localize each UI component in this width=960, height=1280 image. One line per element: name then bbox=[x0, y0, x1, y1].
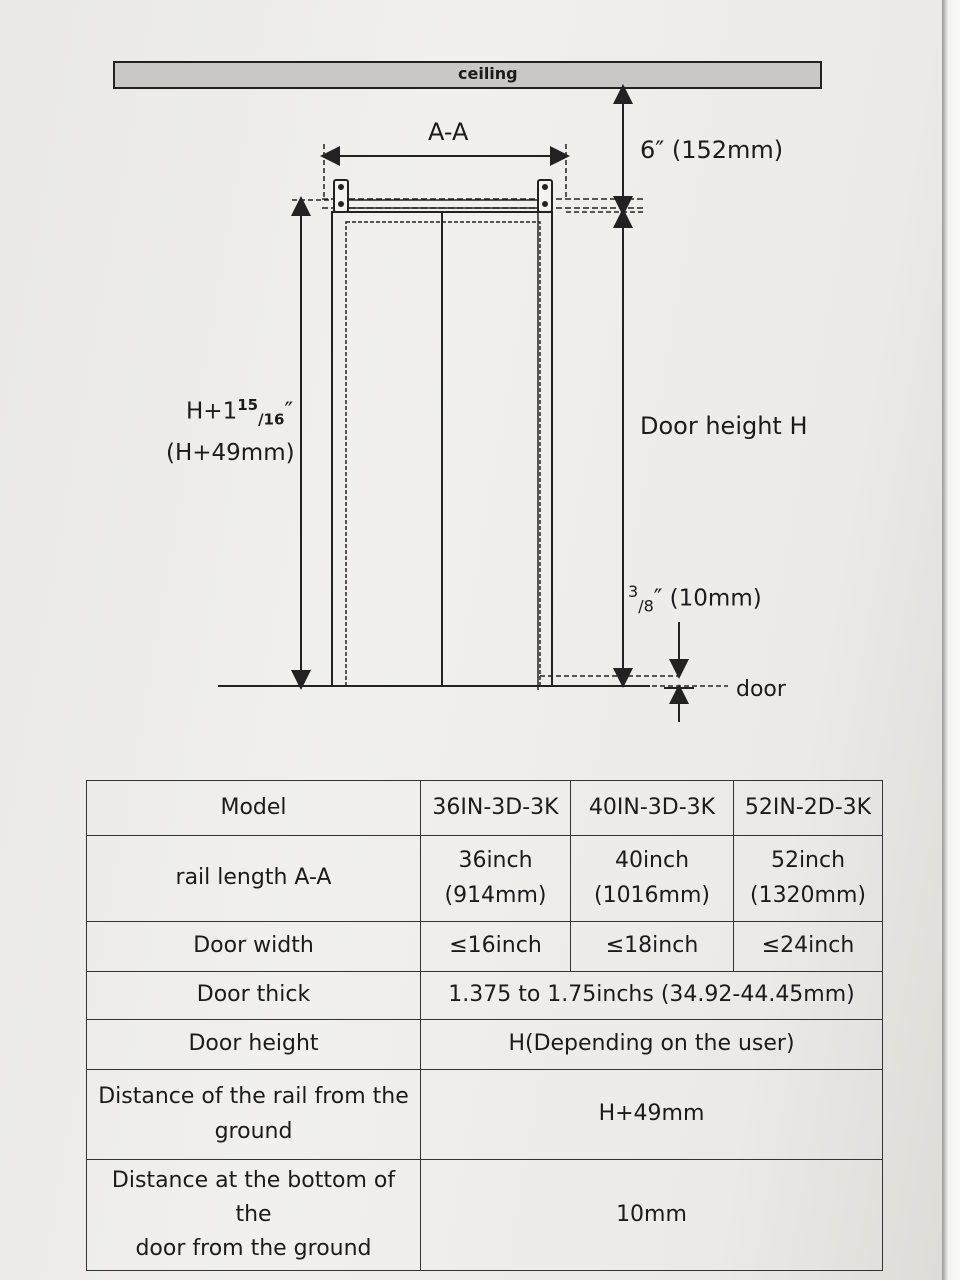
rail-distance-label bbox=[87, 1070, 421, 1160]
door-height-label: Door height H bbox=[640, 412, 808, 440]
table-row-door-height bbox=[87, 1020, 883, 1070]
table-row-rail-distance bbox=[87, 1070, 883, 1160]
rail-length-40in bbox=[571, 836, 734, 922]
floor-gap-label bbox=[628, 582, 762, 615]
table-header-row bbox=[87, 781, 883, 836]
bottom-distance-label bbox=[87, 1160, 421, 1271]
rail bbox=[322, 199, 645, 208]
section-label: A-A bbox=[428, 118, 469, 146]
total-height-mm-label: (H+49mm) bbox=[166, 440, 295, 466]
rail-distance-value: H+49mm bbox=[421, 1070, 883, 1160]
table-row-door-thick bbox=[87, 972, 883, 1020]
door-width-label: Door width bbox=[87, 922, 421, 972]
rail-length-40in-inch: 40inch bbox=[614, 848, 690, 874]
header-40in: 40IN-3D-3K bbox=[571, 781, 734, 836]
rail-length-40in-mm: (1016mm) bbox=[593, 882, 710, 908]
table-row-rail-length bbox=[87, 836, 883, 922]
ceiling-gap-label: 6″ (152mm) bbox=[640, 136, 784, 164]
door-height-value: H(Depending on the user) bbox=[421, 1020, 883, 1070]
bottom-distance-label-line1: Distance at the bottom of the bbox=[111, 1168, 396, 1228]
bottom-distance-value: 10mm bbox=[421, 1160, 883, 1271]
roller-left bbox=[334, 180, 348, 212]
door-label: door bbox=[736, 677, 786, 702]
door-thick-value: 1.375 to 1.75inchs (34.92-44.45mm) bbox=[421, 972, 883, 1020]
door-width-52in: ≤24inch bbox=[734, 922, 883, 972]
floor-gap-denominator: /8 bbox=[638, 596, 654, 616]
ceiling-label: ceiling bbox=[458, 64, 518, 83]
roller-right bbox=[538, 180, 552, 212]
floor-gap-numerator: 3 bbox=[628, 582, 639, 601]
total-height-numerator: 15 bbox=[237, 396, 259, 414]
rail-length-52in-mm: (1320mm) bbox=[749, 882, 866, 908]
door-height-row-label: Door height bbox=[87, 1020, 421, 1070]
header-36in: 36IN-3D-3K bbox=[421, 781, 571, 836]
door-width-40in: ≤18inch bbox=[571, 922, 734, 972]
floor-gap-rest: ″ (10mm) bbox=[653, 585, 762, 612]
header-model: Model bbox=[87, 781, 421, 836]
rail-distance-label-line2: ground bbox=[214, 1118, 293, 1144]
bottom-distance-label-line2: door from the ground bbox=[135, 1236, 372, 1262]
rail-length-52in bbox=[734, 836, 883, 922]
door-panel bbox=[332, 212, 552, 690]
total-height-whole: H+1 bbox=[186, 398, 238, 425]
spec-table bbox=[86, 780, 883, 1271]
rail-length-36in-mm: (914mm) bbox=[444, 882, 547, 908]
rail-length-52in-inch: 52inch bbox=[770, 848, 846, 874]
rail-distance-label-line1: Distance of the rail from the bbox=[98, 1084, 409, 1110]
table-row-door-width bbox=[87, 922, 883, 972]
total-height-label bbox=[186, 396, 293, 428]
total-height-mark: ″ bbox=[284, 398, 294, 425]
rail-length-36in bbox=[421, 836, 571, 922]
rail-length-label: rail length A-A bbox=[87, 836, 421, 922]
total-height-denominator: /16 bbox=[258, 410, 285, 429]
door-width-36in: ≤16inch bbox=[421, 922, 571, 972]
header-52in: 52IN-2D-3K bbox=[734, 781, 883, 836]
door-thick-label: Door thick bbox=[87, 972, 421, 1020]
table-row-bottom-distance bbox=[87, 1160, 883, 1271]
rail-length-36in-inch: 36inch bbox=[458, 848, 533, 874]
